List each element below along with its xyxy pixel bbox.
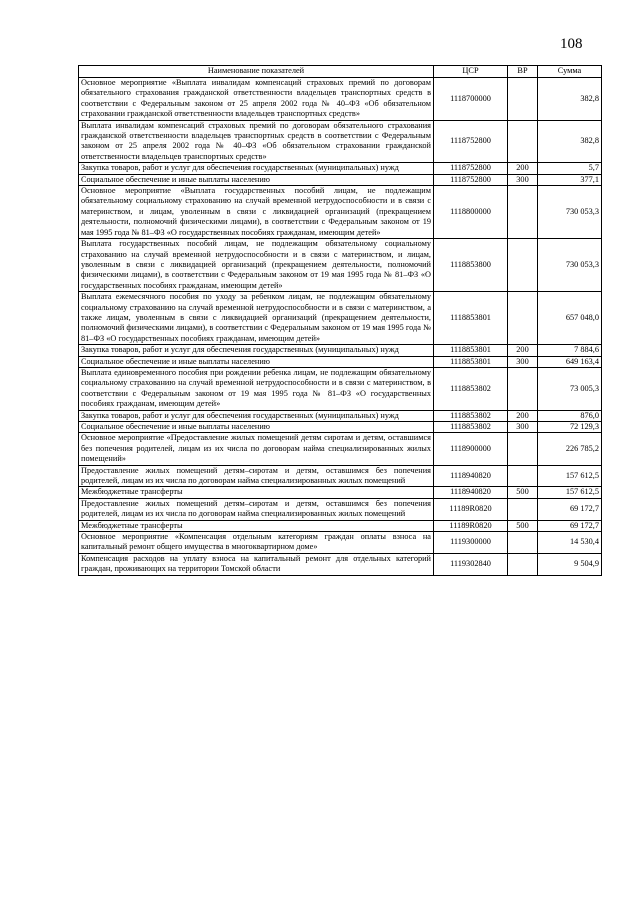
row-csr: 1118853802 — [434, 422, 508, 433]
table-row — [79, 356, 602, 367]
table-row — [79, 487, 602, 498]
row-csr: 1118700000 — [434, 78, 508, 121]
row-vr — [508, 433, 538, 465]
column-header-sum: Сумма — [538, 66, 602, 78]
row-sum: 157 612,5 — [538, 465, 602, 487]
table-row — [79, 120, 602, 163]
row-vr — [508, 186, 538, 239]
table-row — [79, 433, 602, 465]
row-sum: 73 005,3 — [538, 367, 602, 410]
row-vr: 300 — [508, 422, 538, 433]
row-vr — [508, 367, 538, 410]
row-name: Основное мероприятие «Компенсация отдельным категориям граждан оплаты взноса на капитальный ремонт общего имущества в многоквартирном доме» — [79, 532, 434, 554]
table-row — [79, 186, 602, 239]
table-row — [79, 553, 602, 575]
row-sum: 377,1 — [538, 174, 602, 185]
row-sum: 649 163,4 — [538, 356, 602, 367]
row-name: Закупка товаров, работ и услуг для обеспечения государственных (муниципальных) нужд — [79, 410, 434, 421]
row-vr: 500 — [508, 520, 538, 531]
row-csr: 1118752800 — [434, 163, 508, 174]
row-name: Межбюджетные трансферты — [79, 487, 434, 498]
table-row — [79, 422, 602, 433]
row-vr — [508, 465, 538, 487]
row-csr: 11189R0820 — [434, 520, 508, 531]
row-csr: 1118752800 — [434, 120, 508, 163]
row-sum: 9 504,9 — [538, 553, 602, 575]
row-sum: 876,0 — [538, 410, 602, 421]
row-name: Основное мероприятие «Выплата государственных пособий лицам, не подлежащим обязательному социальному страхованию на случай временной нетрудоспособности и в связи с материнством, и лицам, уволенным в связи с ликвидацией организаций (прекращением деятельности, полномочий физическими лицами), в соответствии с Федеральным законом от 19 мая 1995 года № 81–ФЗ «О государственных пособиях гражданам, имеющим детей» — [79, 186, 434, 239]
row-csr: 11189R0820 — [434, 498, 508, 520]
row-csr: 1118800000 — [434, 186, 508, 239]
row-csr: 1118853802 — [434, 410, 508, 421]
row-name: Социальное обеспечение и иные выплаты населению — [79, 356, 434, 367]
row-csr: 1118940820 — [434, 465, 508, 487]
row-sum: 69 172,7 — [538, 520, 602, 531]
row-vr: 300 — [508, 174, 538, 185]
table-row — [79, 174, 602, 185]
table-row — [79, 239, 602, 292]
table-row — [79, 410, 602, 421]
row-csr: 1119300000 — [434, 532, 508, 554]
row-name: Выплата инвалидам компенсаций страховых премий по договорам обязательного страхования гражданской ответственности владельцев транспортных средств в соответствии с Федеральным законом от 25 апреля 2002 года № 40–ФЗ «Об обязательном страховании гражданской ответственности владельцев транспортных средств» — [79, 120, 434, 163]
table-row — [79, 498, 602, 520]
row-sum: 7 884,6 — [538, 345, 602, 356]
table-row — [79, 532, 602, 554]
row-sum: 657 048,0 — [538, 292, 602, 345]
row-vr — [508, 553, 538, 575]
table-row — [79, 345, 602, 356]
row-name: Предоставление жилых помещений детям–сиротам и детям, оставшимся без попечения родителей, лицам из их числа по договорам найма специализированных жилых помещений — [79, 498, 434, 520]
row-vr — [508, 532, 538, 554]
row-vr: 200 — [508, 163, 538, 174]
row-vr: 500 — [508, 487, 538, 498]
row-name: Компенсация расходов на уплату взноса на капитальный ремонт для отдельных категорий граждан, проживающих на территории Томской области — [79, 553, 434, 575]
row-csr: 1118853801 — [434, 356, 508, 367]
row-vr — [508, 292, 538, 345]
row-sum: 5,7 — [538, 163, 602, 174]
row-name: Выплата ежемесячного пособия по уходу за ребенком лицам, не подлежащим обязательному социальному страхованию на случай временной нетрудоспособности и в связи с материнством, а также лицам, уволенным в связи с ликвидацией организаций (прекращением деятельности, полномочий физическими лицами), в соответствии с Федеральным законом от 19 мая 1995 года № 81–ФЗ «О государственных пособиях гражданам, имеющим детей» — [79, 292, 434, 345]
table-row — [79, 163, 602, 174]
row-sum: 69 172,7 — [538, 498, 602, 520]
row-name: Предоставление жилых помещений детям–сиротам и детям, оставшимся без попечения родителей, лицам из их числа по договорам найма специализированных жилых помещений — [79, 465, 434, 487]
row-csr: 1118940820 — [434, 487, 508, 498]
row-csr: 1118853802 — [434, 367, 508, 410]
row-csr: 1119302840 — [434, 553, 508, 575]
row-sum: 730 053,3 — [538, 239, 602, 292]
row-vr: 300 — [508, 356, 538, 367]
row-csr: 1118900000 — [434, 433, 508, 465]
row-name: Выплата государственных пособий лицам, не подлежащим обязательному социальному страхованию на случай временной нетрудоспособности и в связи с материнством, и лицам, уволенным в связи с ликвидацией организаций (прекращением деятельности, полномочий физическими лицами), в соответствии с Федеральным законом от 19 мая 1995 года № 81–ФЗ «О государственных пособиях гражданам, имеющим детей» — [79, 239, 434, 292]
row-vr: 200 — [508, 345, 538, 356]
table-row — [79, 292, 602, 345]
table-row — [79, 520, 602, 531]
row-name: Основное мероприятие «Предоставление жилых помещений детям сиротам и детям, оставшимся без попечения родителей, лицам из их числа по договорам найма специализированных жилых помещений» — [79, 433, 434, 465]
column-header-name: Наименование показателей — [79, 66, 434, 78]
table-header-row — [79, 66, 602, 78]
table-row — [79, 367, 602, 410]
row-csr: 1118853801 — [434, 345, 508, 356]
row-name: Социальное обеспечение и иные выплаты населению — [79, 174, 434, 185]
row-sum: 72 129,3 — [538, 422, 602, 433]
column-header-vr: ВР — [508, 66, 538, 78]
row-name: Закупка товаров, работ и услуг для обеспечения государственных (муниципальных) нужд — [79, 345, 434, 356]
row-name: Социальное обеспечение и иные выплаты населению — [79, 422, 434, 433]
row-csr: 1118853800 — [434, 239, 508, 292]
budget-table — [78, 65, 602, 576]
row-sum: 157 612,5 — [538, 487, 602, 498]
row-vr — [508, 120, 538, 163]
row-vr — [508, 498, 538, 520]
column-header-csr: ЦСР — [434, 66, 508, 78]
table-row — [79, 78, 602, 121]
row-sum: 730 053,3 — [538, 186, 602, 239]
table-row — [79, 465, 602, 487]
row-csr: 1118853801 — [434, 292, 508, 345]
row-name: Межбюджетные трансферты — [79, 520, 434, 531]
row-csr: 1118752800 — [434, 174, 508, 185]
row-name: Закупка товаров, работ и услуг для обеспечения государственных (муниципальных) нужд — [79, 163, 434, 174]
row-sum: 14 530,4 — [538, 532, 602, 554]
row-name: Основное мероприятие «Выплата инвалидам компенсаций страховых премий по договорам обязательного страхования гражданской ответственности владельцев транспортных средств в соответствии с Федеральным законом от 25 апреля 2002 года № 40–ФЗ «Об обязательном страховании гражданской ответственности владельцев транспортных средств» — [79, 78, 434, 121]
row-vr — [508, 239, 538, 292]
row-vr: 200 — [508, 410, 538, 421]
row-sum: 226 785,2 — [538, 433, 602, 465]
row-name: Выплата единовременного пособия при рождении ребенка лицам, не подлежащим обязательному социальному страхованию на случай временной нетрудоспособности и в связи с материнством, в соответствии с Федеральным законом от 19 мая 1995 года № 81–ФЗ «О государственных пособиях гражданам, имеющим детей» — [79, 367, 434, 410]
page-number: 108 — [560, 36, 583, 52]
row-sum: 382,8 — [538, 78, 602, 121]
row-vr — [508, 78, 538, 121]
row-sum: 382,8 — [538, 120, 602, 163]
